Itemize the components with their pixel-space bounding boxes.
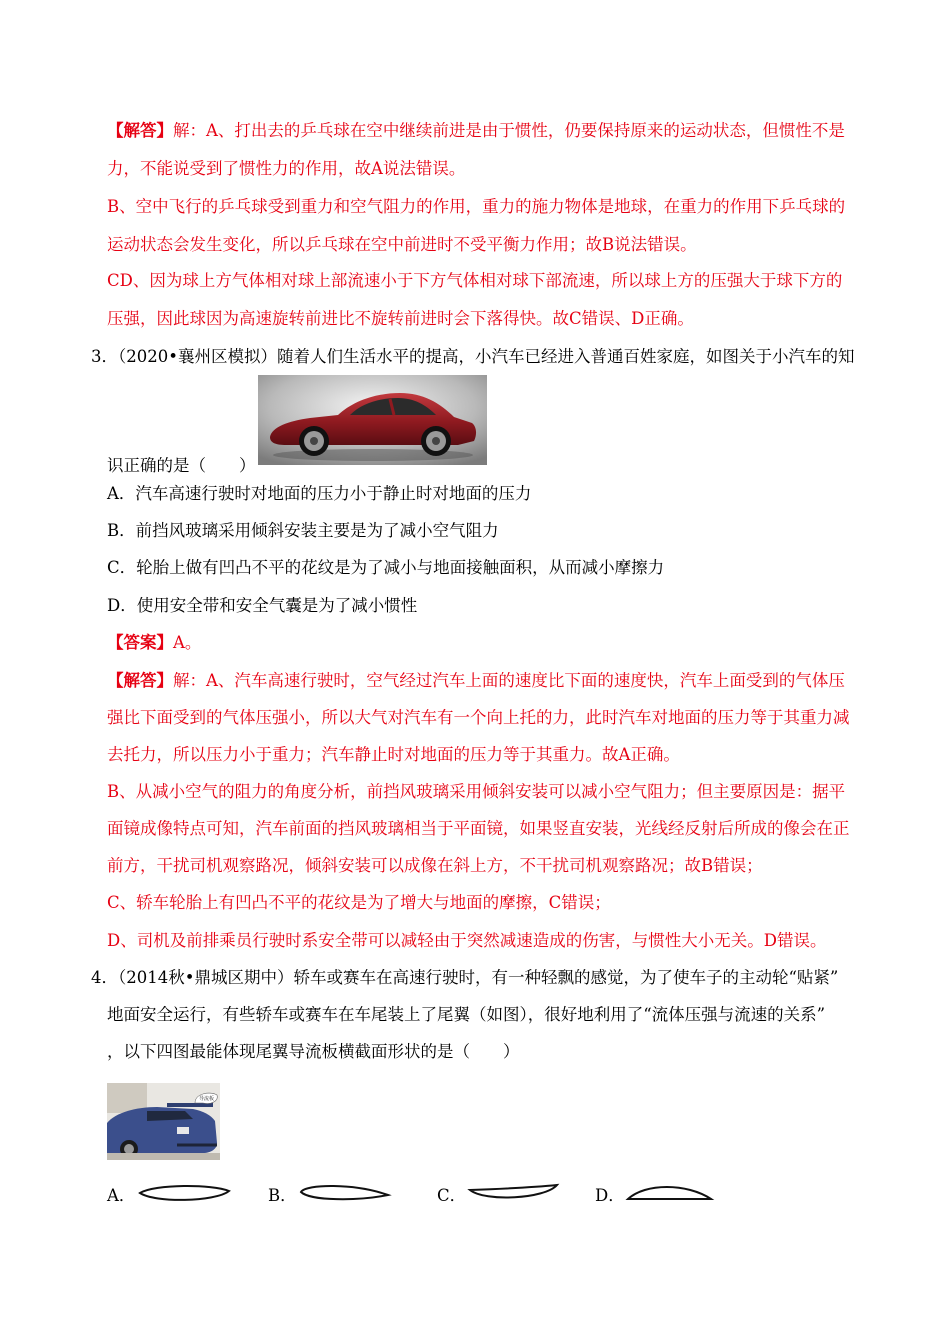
spoiler-car-image [107, 1083, 220, 1160]
q3-option-c: C．轮胎上做有凹凸不平的花纹是为了减小与地面接触面积，从而减小摩擦力 [107, 558, 665, 577]
q3-option-a: A．汽车高速行驶时对地面的压力小于静止时对地面的压力 [107, 484, 532, 503]
airfoil-shape-a [137, 1181, 233, 1205]
q3-answer: 【答案】A。 [107, 633, 202, 652]
q3-option-b: B．前挡风玻璃采用倾斜安装主要是为了减小空气阻力 [107, 521, 499, 540]
answer-tag: 【答案】 [107, 633, 173, 652]
airfoil-shape-d [625, 1181, 721, 1205]
prev-solution-line-6: 压强，因此球因为高速旋转前进比不旋转前进时会下落得快。故C错误、D正确。 [107, 309, 694, 328]
spoiler-label: 导流板 [199, 1096, 215, 1102]
prev-solution-line-5: CD、因为球上方气体相对球上部流速小于下方气体相对球下部流速，所以球上方的压强大于球下方的 [107, 271, 843, 290]
airfoil-shape-b [298, 1181, 394, 1205]
prev-solution-line-4: 运动状态会发生变化，所以乒乓球在空中前进时不受平衡力作用；故B说法错误。 [107, 235, 697, 254]
q3-option-d: D．使用安全带和安全气囊是为了减小惯性 [107, 596, 418, 615]
q4-stem-line-1: 4．（2014秋•鼎城区期中）轿车或赛车在高速行驶时，有一种轻飘的感觉，为了使车子的主动轮“贴紧” [91, 968, 839, 987]
sports-car-image [258, 375, 487, 465]
q3-solution-line-6: 前方，干扰司机观察路况，倾斜安装可以成像在斜上方，不干扰司机观察路况；故B错误； [107, 856, 763, 875]
q3-solution-line-3: 去托力，所以压力小于重力；汽车静止时对地面的压力等于其重力。故A正确。 [107, 745, 680, 764]
solution-tag: 【解答】 [107, 121, 173, 140]
q3-solution-line-1: 【解答】解：A、汽车高速行驶时，空气经过汽车上面的速度比下面的速度快，汽车上面受到的气体压 [107, 671, 845, 690]
q4-stem-line-2: 地面安全运行，有些轿车或赛车在车尾装上了尾翼（如图），很好地利用了“流体压强与流速的关系” [107, 1005, 826, 1024]
q4-stem-line-3: ，以下四图最能体现尾翼导流板横截面形状的是（ ） [107, 1042, 520, 1061]
solution-tag: 【解答】 [107, 671, 173, 690]
q3-solution-line-2: 强比下面受到的气体压强小，所以大气对汽车有一个向上托的力，此时汽车对地面的压力等于其重力减 [107, 708, 850, 727]
q3-solution-line-8: D、司机及前排乘员行驶时系安全带可以减轻由于突然减速造成的伤害，与惯性大小无关。D错误。 [107, 931, 827, 950]
q3-solution-line-5: 面镜成像特点可知，汽车前面的挡风玻璃相当于平面镜，如果竖直安装，光线经反射后所成的像会在正 [107, 819, 850, 838]
airfoil-shape-c [467, 1181, 563, 1205]
q3-solution-line-4: B、从减小空气的阻力的角度分析，前挡风玻璃采用倾斜安装可以减小空气阻力；但主要原因是：据平 [107, 782, 846, 801]
prev-solution-line-3: B、空中飞行的乒乓球受到重力和空气阻力的作用，重力的施力物体是地球，在重力的作用下乒乓球的 [107, 197, 846, 216]
q3-stem-line-1: 3．（2020•襄州区模拟）随着人们生活水平的提高，小汽车已经进入普通百姓家庭，如图关于小汽车的知 [91, 347, 855, 366]
q3-stem-line-2: 识正确的是（ ） [107, 456, 256, 475]
q3-solution-line-7: C、轿车轮胎上有凹凸不平的花纹是为了增大与地面的摩擦，C错误； [107, 893, 611, 912]
prev-solution-line-1: 【解答】解：A、打出去的乒乓球在空中继续前进是由于惯性，仍要保持原来的运动状态，但惯性不是 [107, 121, 845, 140]
prev-solution-line-2: 力，不能说受到了惯性力的作用，故A说法错误。 [107, 159, 466, 178]
